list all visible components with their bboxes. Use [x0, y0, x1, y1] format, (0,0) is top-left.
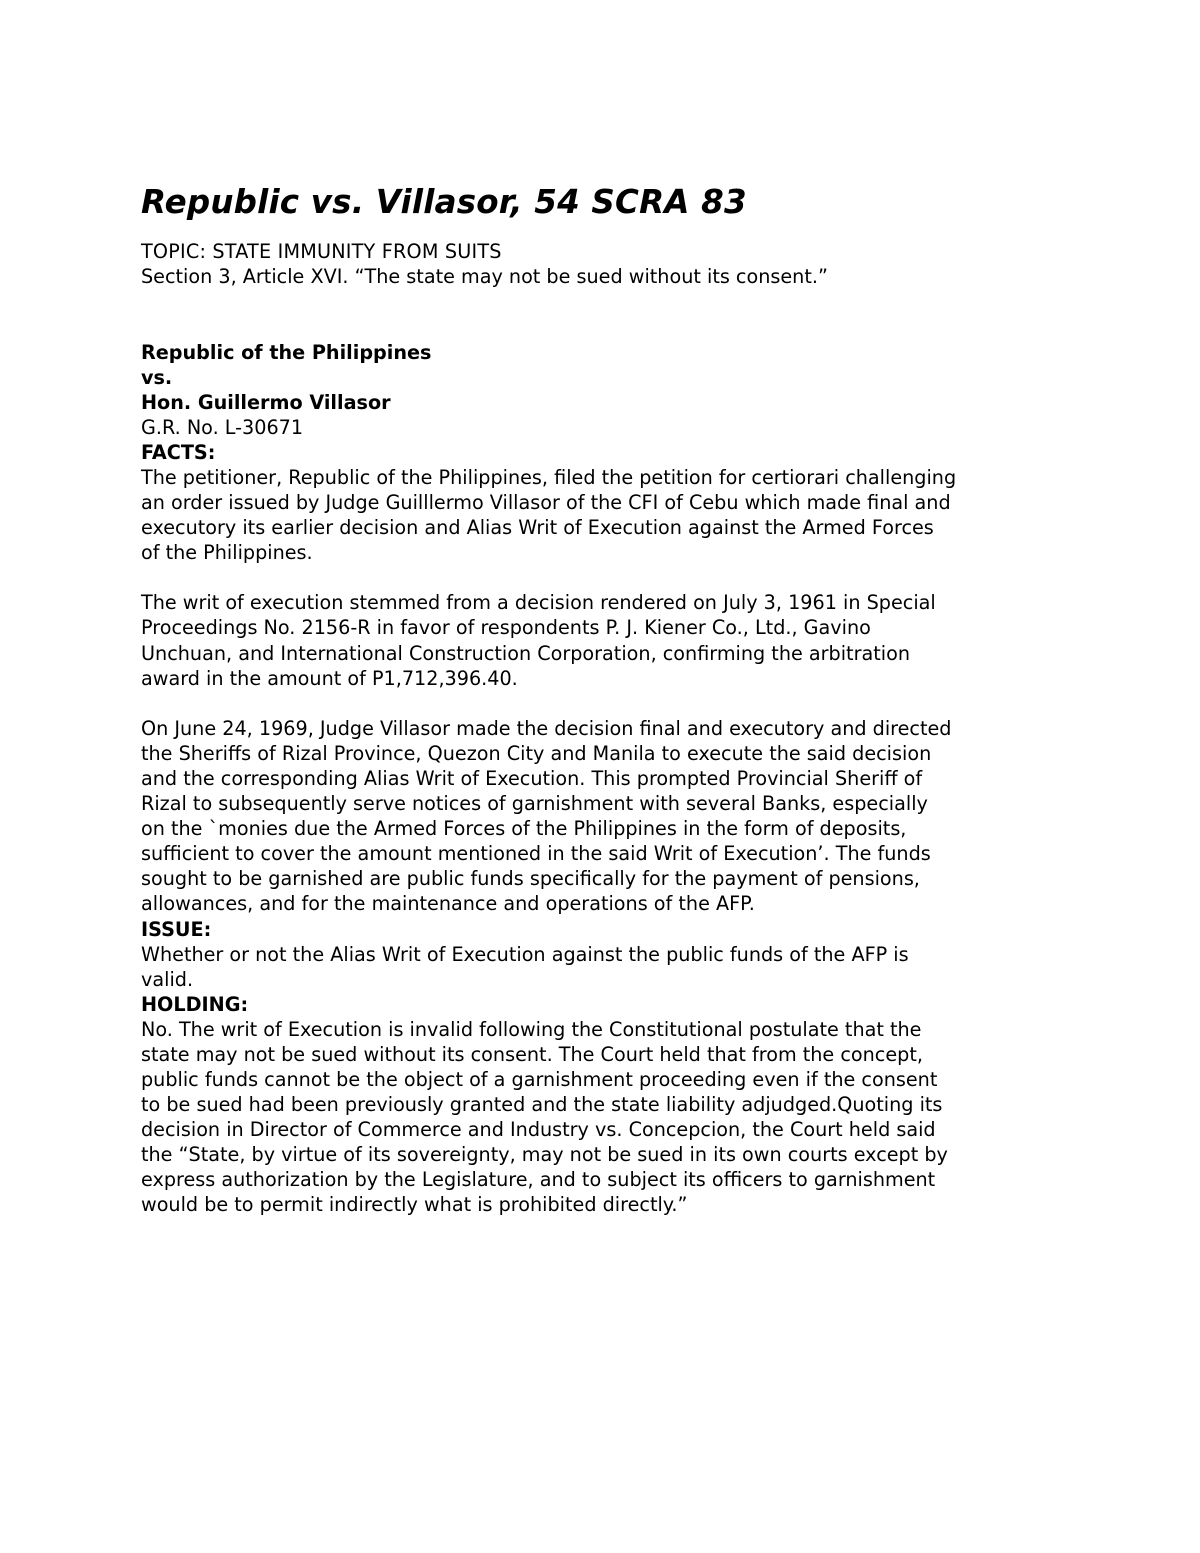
holding-paragraph: [141, 1017, 1071, 1218]
facts-p3-line: and the corresponding Alias Writ of Execution. This prompted Provincial Sheriff of: [141, 766, 923, 790]
petitioner-name: Republic of the Philippines: [141, 341, 432, 364]
facts-p3-line: Rizal to subsequently serve notices of garnishment with several Banks, especially: [141, 792, 928, 816]
holding-line: public funds cannot be the object of a garnishment proceeding even if the consent: [141, 1067, 938, 1091]
section-quote: Section 3, Article XVI. “The state may not be sued without its consent.”: [141, 265, 828, 288]
holding-line: to be sued had been previously granted and the state liability adjudged.Quoting its: [141, 1092, 943, 1116]
facts-p3-line: allowances, and for the maintenance and operations of the AFP.: [141, 892, 755, 916]
versus-label: vs.: [141, 366, 173, 389]
issue-line: valid.: [141, 967, 194, 991]
spacer: [141, 289, 1071, 340]
facts-paragraph-3: [141, 716, 1071, 917]
facts-p1-line: of the Philippines.: [141, 541, 313, 565]
facts-paragraph-1: [141, 465, 1071, 565]
spacer: [141, 565, 1071, 590]
facts-p3-line: the Sheriffs of Rizal Province, Quezon City and Manila to execute the said decision: [141, 741, 932, 765]
holding-heading: HOLDING:: [141, 992, 249, 1016]
holding-line: express authorization by the Legislature, and to subject its officers to garnishment: [141, 1168, 936, 1192]
holding-line: would be to permit indirectly what is prohibited directly.”: [141, 1193, 688, 1217]
issue-paragraph: [141, 942, 1071, 992]
topic-line: TOPIC: STATE IMMUNITY FROM SUITS: [141, 240, 502, 263]
holding-line: No. The writ of Execution is invalid following the Constitutional postulate that the: [141, 1017, 922, 1041]
issue-heading: ISSUE:: [141, 917, 212, 941]
facts-p3-line: on the `monies due the Armed Forces of the Philippines in the form of deposits,: [141, 817, 907, 841]
facts-paragraph-2: [141, 590, 1071, 690]
holding-line: the “State, by virtue of its sovereignty, may not be sued in its own courts except by: [141, 1143, 948, 1167]
spacer: [141, 691, 1071, 716]
document-page: [141, 180, 1071, 1217]
facts-p3-line: sufficient to cover the amount mentioned in the said Writ of Execution’. The funds: [141, 842, 931, 866]
gr-number: G.R. No. L-30671: [141, 416, 304, 439]
facts-p1-line: an order issued by Judge Guilllermo Villasor of the CFI of Cebu which made final and: [141, 491, 951, 515]
facts-p2-line: Proceedings No. 2156-R in favor of respondents P. J. Kiener Co., Ltd., Gavino: [141, 616, 871, 640]
document-title: Republic vs. Villasor, 54 SCRA 83: [141, 183, 747, 221]
facts-p2-line: The writ of execution stemmed from a decision rendered on July 3, 1961 in Special: [141, 591, 936, 615]
holding-line: state may not be sued without its consent. The Court held that from the concept,: [141, 1042, 923, 1066]
issue-line: Whether or not the Alias Writ of Execution against the public funds of the AFP is: [141, 942, 909, 966]
facts-p3-line: sought to be garnished are public funds specifically for the payment of pensions,: [141, 867, 920, 891]
facts-p3-line: On June 24, 1969, Judge Villasor made the decision final and executory and directed: [141, 716, 952, 740]
facts-p1-line: executory its earlier decision and Alias Writ of Execution against the Armed Forces: [141, 516, 934, 540]
respondent-name: Hon. Guillermo Villasor: [141, 391, 391, 414]
facts-p2-line: award in the amount of P1,712,396.40.: [141, 666, 518, 690]
facts-p1-line: The petitioner, Republic of the Philippines, filed the petition for certiorari challenging: [141, 466, 957, 489]
holding-line: decision in Director of Commerce and Industry vs. Concepcion, the Court held said: [141, 1118, 936, 1142]
facts-p2-line: Unchuan, and International Construction Corporation, confirming the arbitration: [141, 641, 910, 665]
facts-heading: FACTS:: [141, 441, 216, 464]
